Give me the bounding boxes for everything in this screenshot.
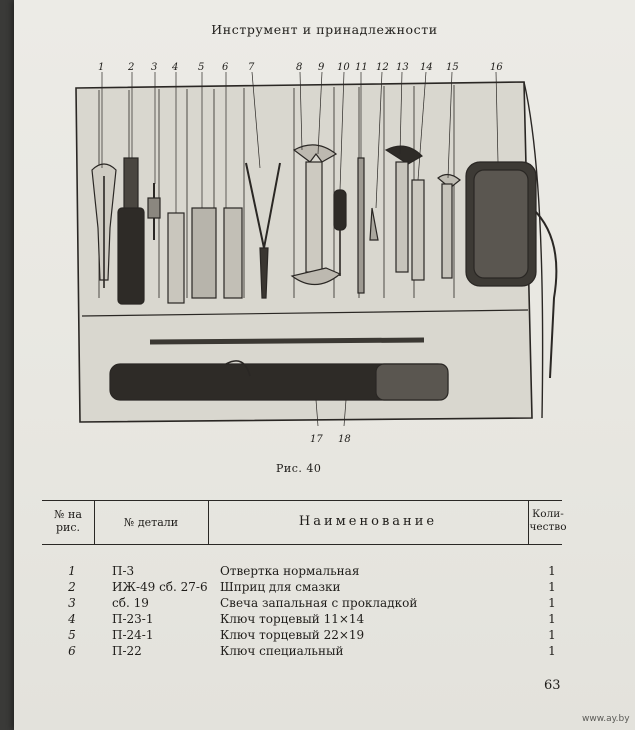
table-row: 5 П-24-1 Ключ торцевый 22×19 1 xyxy=(68,628,556,642)
callout-16: 16 xyxy=(490,62,503,73)
tool-kit-illustration xyxy=(54,58,564,458)
table-row: 3 сб. 19 Свеча запальная с прокладкой 1 xyxy=(68,596,556,610)
callout-17: 17 xyxy=(310,434,323,445)
callout-12: 12 xyxy=(376,62,389,73)
callout-3: 3 xyxy=(151,62,158,73)
header-num: № на рис. xyxy=(54,508,82,534)
header-qty: Коли- чество xyxy=(529,508,567,533)
header-part: № детали xyxy=(123,516,179,529)
callout-1: 1 xyxy=(98,62,105,73)
figure-caption: Рис. 40 xyxy=(276,462,322,475)
callout-14: 14 xyxy=(420,62,433,73)
page-number: 63 xyxy=(544,678,561,693)
callout-13: 13 xyxy=(396,62,409,73)
callout-5: 5 xyxy=(198,62,205,73)
callout-9: 9 xyxy=(318,62,325,73)
watermark-text: www.ay.by xyxy=(582,714,630,724)
table-row: 4 П-23-1 Ключ торцевый 11×14 1 xyxy=(68,612,556,626)
callout-6: 6 xyxy=(222,62,229,73)
table-row: 2 ИЖ-49 сб. 27-6 Шприц для смазки 1 xyxy=(68,580,556,594)
header-name: Наименование xyxy=(298,514,438,529)
table-top-rule xyxy=(42,500,562,501)
callout-10: 10 xyxy=(337,62,350,73)
callout-7: 7 xyxy=(248,62,255,73)
callout-8: 8 xyxy=(296,62,303,73)
callout-15: 15 xyxy=(446,62,459,73)
page-title: Инструмент и принадлежности xyxy=(211,22,438,37)
callout-11: 11 xyxy=(355,62,368,73)
table-row: 1 П-3 Отвертка нормальная 1 xyxy=(68,564,556,578)
table-row: 6 П-22 Ключ специальный 1 xyxy=(68,644,556,658)
book-page xyxy=(14,0,635,730)
callout-4: 4 xyxy=(172,62,179,73)
callout-18: 18 xyxy=(338,434,351,445)
table-header-rule xyxy=(42,544,562,545)
callout-2: 2 xyxy=(128,62,135,73)
